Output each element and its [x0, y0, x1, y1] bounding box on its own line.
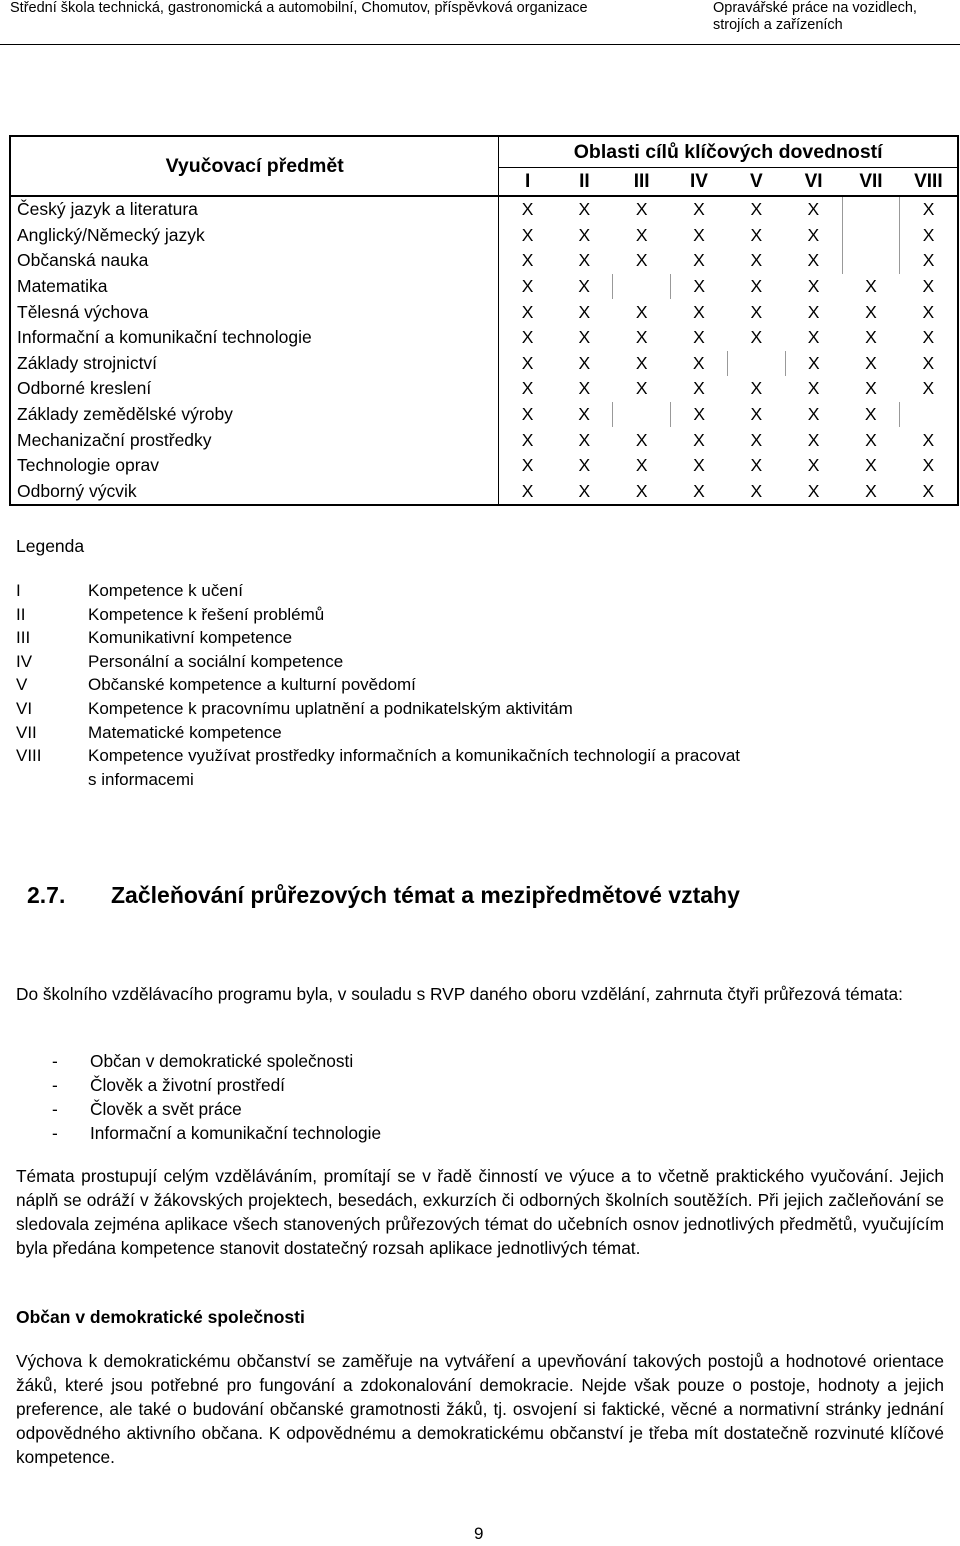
legend-text: Matematické kompetence — [88, 722, 282, 742]
mark-cell: X — [693, 250, 705, 271]
legend-number: III — [16, 628, 31, 648]
mark-cell: X — [865, 327, 877, 348]
mark-cell: X — [922, 301, 935, 322]
list-item-text: Člověk a životní prostředí — [90, 1075, 285, 1095]
mark-cell: X — [864, 404, 877, 425]
mark-cell: X — [693, 404, 706, 425]
mark-cell: X — [521, 250, 534, 271]
mark-cell: X — [578, 480, 591, 501]
mark-cell: X — [578, 352, 591, 373]
subject-cell: Tělesná výchova — [10, 299, 499, 325]
mark-cell: X — [807, 224, 820, 245]
legend-item — [16, 673, 888, 697]
legend-number: IV — [16, 651, 33, 671]
list-bullet: - — [52, 1123, 58, 1143]
mark-cell: X — [922, 378, 935, 399]
mark-cell: X — [693, 429, 705, 450]
mark-cell: X — [865, 301, 877, 322]
header-school-name: Střední škola technická, gastronomická a automobilní, Chomutov, příspěvková organizace — [10, 0, 588, 16]
section-heading — [27, 882, 740, 909]
legend-item — [16, 697, 888, 721]
mark-cell: X — [807, 199, 820, 220]
mark-cell: X — [521, 404, 534, 425]
table-row — [10, 453, 958, 479]
column-header: IV — [670, 168, 727, 197]
body-paragraph-2: Výchova k demokratickému občanství se zaměřuje na vytváření a upevňování takových postojů a hodnotové orientace žáků, které jsou potřebné pro fungování a zdokonalování demokracie. Nejde však pouze o postoje, hodnoty a jejich preference, ale také o budování občanské gramotnosti žáků, tj. osvojení si faktické, věcné a normativní stránky jednání odpovědného aktivního občana. K odpovědnému a demokratickému občanství je třeba mít dostatečně rozvinuté klíčové kompetence. — [16, 1351, 944, 1467]
mark-cell: X — [922, 455, 935, 476]
table-row — [10, 274, 958, 300]
list-bullet: - — [52, 1075, 58, 1095]
mark-cell: X — [635, 455, 648, 476]
legend-number: VIII — [16, 746, 42, 766]
mark-cell — [613, 402, 671, 428]
mark-cell: X — [635, 199, 648, 220]
mark-cell: X — [807, 301, 820, 322]
mark-cell: X — [693, 378, 705, 399]
legend-list — [16, 579, 888, 791]
legend-item — [16, 626, 888, 650]
topics-list — [52, 1049, 381, 1145]
page-number: 9 — [474, 1524, 484, 1543]
section-number: 2.7. — [27, 882, 66, 908]
header-divider — [0, 44, 960, 45]
mark-cell — [842, 223, 900, 249]
mark-cell: X — [922, 224, 935, 245]
column-header: VIII — [900, 168, 958, 197]
mark-cell: X — [521, 224, 534, 245]
subject-cell: Matematika — [10, 274, 499, 300]
subject-cell: Základy strojnictví — [10, 351, 499, 377]
mark-cell: X — [865, 480, 877, 501]
mark-cell: X — [865, 429, 877, 450]
mark-cell: X — [693, 480, 705, 501]
mark-cell: X — [750, 276, 763, 297]
mark-cell: X — [578, 378, 591, 399]
table-row — [10, 479, 958, 506]
body-paragraph: Témata prostupují celým vzděláváním, promítají se v řadě činností ve výuce a to včetně praktického vyučování. Jejich náplň se odráží v žákovských projektech, besedách, exkurzích či odborných školních soutěžích. Při jejich začleňování se sledovala zejména aplikace všech stanovených průřezových témat do učebních osnov jednotlivých předmětů, vyučujícím byla předána kompetence stanovit dostatečný rozsah aplikace jednotlivých témat. — [16, 1166, 944, 1258]
column-header: V — [728, 168, 786, 197]
mark-cell: X — [635, 480, 648, 501]
subject-cell: Informační a komunikační technologie — [10, 325, 499, 351]
legend-text: Kompetence k řešení problémů — [88, 604, 325, 624]
legend-number: VII — [16, 722, 37, 742]
mark-cell: X — [865, 378, 877, 399]
mark-cell: X — [521, 429, 534, 450]
mark-cell: X — [807, 276, 820, 297]
page-header — [0, 0, 960, 54]
mark-cell: X — [750, 199, 763, 220]
mark-cell: X — [578, 224, 591, 245]
mark-cell: X — [922, 199, 935, 220]
mark-cell: X — [922, 327, 935, 348]
subject-cell: Český jazyk a literatura — [10, 196, 499, 223]
mark-cell: X — [521, 455, 534, 476]
table-row — [10, 325, 958, 351]
column-header: VII — [842, 168, 900, 197]
mark-cell: X — [635, 429, 648, 450]
list-item-text: Člověk a svět práce — [90, 1099, 242, 1119]
column-header: III — [613, 168, 671, 197]
mark-cell: X — [750, 327, 763, 348]
legend-item — [16, 768, 888, 792]
mark-cell: X — [521, 352, 534, 373]
list-item — [52, 1121, 381, 1145]
mark-cell: X — [865, 352, 877, 373]
mark-cell: X — [521, 327, 534, 348]
mark-cell: X — [635, 250, 648, 271]
mark-cell: X — [578, 276, 590, 297]
mark-cell: X — [693, 276, 706, 297]
legend-item — [16, 579, 888, 603]
section-title: Začleňování průřezových témat a mezipředmětové vztahy — [111, 882, 740, 908]
list-item — [52, 1049, 381, 1073]
subject-cell: Mechanizační prostředky — [10, 427, 499, 453]
mark-cell: X — [807, 352, 820, 373]
table-row — [10, 376, 958, 402]
subject-cell: Anglický/Německý jazyk — [10, 223, 499, 249]
table-row — [10, 248, 958, 274]
mark-cell: X — [750, 378, 763, 399]
legend-number: I — [16, 581, 21, 600]
mark-cell: X — [578, 404, 590, 425]
legend-number — [16, 768, 88, 792]
legend-item — [16, 744, 888, 768]
mark-cell — [842, 196, 900, 223]
list-item — [52, 1097, 381, 1121]
competence-table — [9, 135, 959, 506]
mark-cell: X — [635, 327, 648, 348]
subject-cell: Základy zemědělské výroby — [10, 402, 499, 428]
mark-cell — [613, 274, 671, 300]
mark-cell — [900, 402, 958, 428]
mark-cell: X — [865, 455, 877, 476]
mark-cell: X — [922, 480, 935, 501]
legend-text: Personální a sociální kompetence — [88, 651, 344, 671]
list-item — [52, 1073, 381, 1097]
mark-cell: X — [521, 276, 534, 297]
mark-cell: X — [578, 250, 591, 271]
mark-cell: X — [692, 352, 705, 373]
table-row — [10, 402, 958, 428]
list-item-text: Informační a komunikační technologie — [90, 1123, 382, 1143]
mark-cell: X — [693, 301, 705, 322]
legend-text: Občanské kompetence a kulturní povědomí — [88, 675, 416, 695]
mark-cell: X — [635, 301, 648, 322]
mark-cell: X — [750, 455, 763, 476]
mark-cell: X — [750, 404, 763, 425]
mark-cell: X — [750, 250, 763, 271]
table-row — [10, 196, 958, 223]
legend-number: V — [16, 675, 28, 695]
mark-cell: X — [521, 199, 534, 220]
mark-cell: X — [807, 378, 820, 399]
mark-cell: X — [521, 301, 534, 322]
areas-header: Oblasti cílů klíčových dovedností — [499, 136, 958, 168]
mark-cell: X — [807, 250, 820, 271]
mark-cell: X — [578, 327, 591, 348]
mark-cell: X — [635, 352, 648, 373]
legend-number: II — [16, 604, 26, 624]
mark-cell: X — [693, 327, 705, 348]
list-bullet: - — [52, 1051, 58, 1071]
list-item-text: Občan v demokratické společnosti — [90, 1051, 354, 1071]
header-program-name: Opravářské práce na vozidlech, strojích a zařízeních — [713, 0, 917, 33]
column-header: VI — [785, 168, 842, 197]
mark-cell: X — [693, 224, 705, 245]
mark-cell: X — [922, 352, 935, 373]
intro-paragraph: Do školního vzdělávacího programu byla, v souladu s RVP daného oboru vzdělání, zahrnuta čtyři průřezová témata: — [16, 984, 903, 1004]
subject-cell: Odborný výcvik — [10, 479, 499, 506]
mark-cell: X — [693, 199, 705, 220]
subject-cell: Technologie oprav — [10, 453, 499, 479]
legend-item — [16, 650, 888, 674]
table-row — [10, 299, 958, 325]
legend-text: Komunikativní kompetence — [88, 628, 293, 648]
mark-cell: X — [635, 224, 648, 245]
mark-cell: X — [865, 276, 877, 297]
list-bullet: - — [52, 1099, 58, 1119]
mark-cell: X — [750, 301, 763, 322]
mark-cell: X — [807, 404, 820, 425]
legend-text: Kompetence k pracovnímu uplatnění a podnikatelským aktivitám — [88, 698, 573, 718]
mark-cell: X — [922, 276, 935, 297]
mark-cell: X — [750, 224, 763, 245]
mark-cell: X — [922, 429, 935, 450]
table-row — [10, 427, 958, 453]
mark-cell: X — [807, 455, 820, 476]
mark-cell: X — [578, 199, 591, 220]
subsection-heading: Občan v demokratické společnosti — [16, 1307, 305, 1327]
legend-text: Kompetence využívat prostředky informačních a komunikačních technologií a pracovat — [88, 746, 741, 766]
mark-cell — [728, 351, 786, 377]
table-row — [10, 351, 958, 377]
subject-cell: Občanská nauka — [10, 248, 499, 274]
mark-cell: X — [578, 301, 591, 322]
mark-cell: X — [578, 429, 591, 450]
legend-title: Legenda — [16, 536, 85, 556]
mark-cell: X — [635, 378, 648, 399]
column-header: II — [556, 168, 613, 197]
legend-number: VI — [16, 698, 33, 718]
table-row — [10, 223, 958, 249]
mark-cell: X — [807, 480, 820, 501]
mark-cell: X — [922, 250, 935, 271]
column-header: I — [499, 168, 556, 197]
mark-cell — [842, 248, 900, 274]
legend-text: s informacemi — [88, 769, 194, 789]
mark-cell: X — [521, 378, 534, 399]
mark-cell: X — [693, 455, 705, 476]
legend-item — [16, 603, 888, 627]
mark-cell: X — [750, 429, 763, 450]
mark-cell: X — [750, 480, 763, 501]
subject-cell: Odborné kreslení — [10, 376, 499, 402]
mark-cell: X — [578, 455, 591, 476]
mark-cell: X — [521, 480, 534, 501]
subject-column-header: Vyučovací předmět — [10, 136, 499, 196]
legend-item — [16, 721, 888, 745]
mark-cell: X — [807, 429, 820, 450]
mark-cell: X — [807, 327, 820, 348]
legend-text: Kompetence k učení — [88, 581, 243, 600]
